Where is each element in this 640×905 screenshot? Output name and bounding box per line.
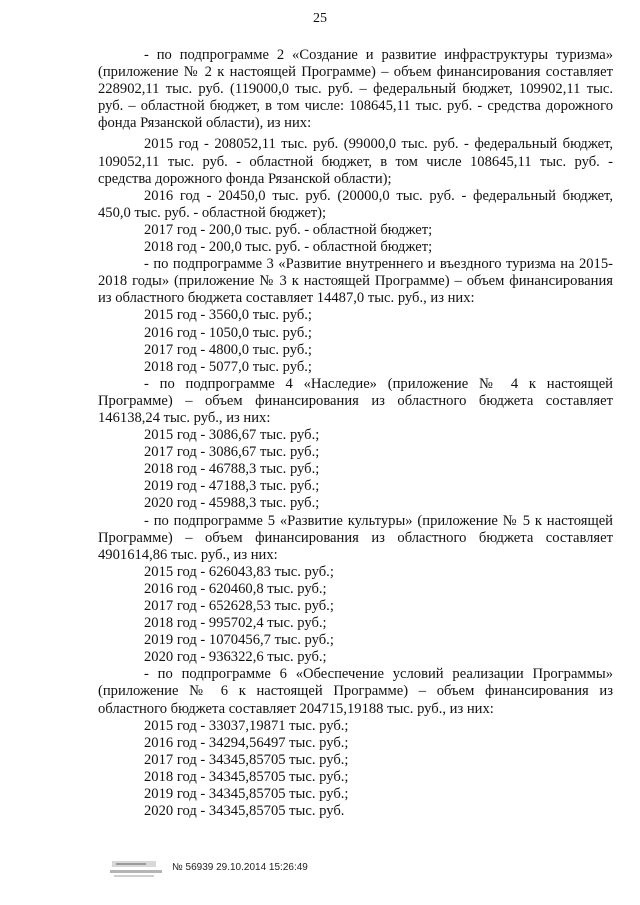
paragraph: 2018 год - 34345,85705 тыс. руб.; xyxy=(144,768,349,785)
paragraph: 2019 год - 1070456,7 тыс. руб.; xyxy=(144,632,334,649)
paragraph: 2020 год - 34345,85705 тыс. руб. xyxy=(144,803,345,820)
paragraph: 2015 год - 626043,83 тыс. руб.; xyxy=(144,563,334,580)
paragraph: 2016 год - 20450,0 тыс. руб. (20000,0 тыс. руб. - федеральный бюджет, 450,0 тыс. руб. - областной бюджет); xyxy=(98,187,613,221)
paragraph: 2015 год - 33037,19871 тыс. руб.; xyxy=(144,717,349,734)
paragraph: 2015 год - 208052,11 тыс. руб. (99000,0 тыс. руб. - федеральный бюджет, 109052,11 тыс. руб. - областной бюджет, в том числе 108645,11 тыс. руб. - средства дорожного фонда Рязанской области); xyxy=(98,136,613,187)
paragraph: 2017 год - 652628,53 тыс. руб.; xyxy=(144,598,334,614)
paragraph: - по подпрограмме 3 «Развитие внутреннего и въездного туризма на 2015-2018 годы» (приложение № 3 к настоящей Программе) – объем финансирования из областного бюджета составляет 14487,0 тыс. руб., из них: xyxy=(98,256,613,307)
paragraph: 2016 год - 34294,56497 тыс. руб.; xyxy=(144,734,349,751)
paragraph: 2015 год - 3086,67 тыс. руб.; xyxy=(144,427,320,444)
paragraph: 2019 год - 47188,3 тыс. руб.; xyxy=(144,478,320,495)
paragraph: 2016 год - 620460,8 тыс. руб.; xyxy=(144,580,327,597)
paragraph: 2018 год - 995702,4 тыс. руб.; xyxy=(144,615,327,632)
paragraph: 2017 год - 34345,85705 тыс. руб.; xyxy=(144,751,349,768)
paragraph: 2017 год - 4800,0 тыс. руб.; xyxy=(144,341,312,358)
document-footer xyxy=(108,858,428,884)
paragraph: - по подпрограмме 4 «Наследие» (приложение № 4 к настоящей Программе) – объем финансирования из областного бюджета составляет 146138,24 тыс. руб., из них: xyxy=(98,375,613,426)
paragraph: - по подпрограмме 6 «Обеспечение условий реализации Программы» (приложение № 6 к настоящей Программе) – объем финансирования из областного бюджета составляет 204715,19188 тыс. руб., из них: xyxy=(98,666,613,717)
registration-stamp-text: № 56939 29.10.2014 15:26:49 xyxy=(172,862,308,873)
document-registration-stamp-icon xyxy=(108,858,168,882)
paragraph: - по подпрограмме 2 «Создание и развитие инфраструктуры туризма» (приложение № 2 к настоящей Программе) – объем финансирования составляет 228902,11 тыс. руб. (119000,0 тыс. руб. – федеральный бюджет, 109902,11 тыс. руб. – областной бюджет, в том числе: 108645,11 тыс. руб. - средства дорожного фонда Рязанской области), из них: xyxy=(98,47,613,132)
paragraph: 2017 год - 200,0 тыс. руб. - областной бюджет; xyxy=(144,221,433,238)
paragraph: 2018 год - 200,0 тыс. руб. - областной бюджет; xyxy=(144,239,433,256)
paragraph: 2018 год - 5077,0 тыс. руб.; xyxy=(144,358,312,375)
paragraph: 2020 год - 936322,6 тыс. руб.; xyxy=(144,649,327,666)
paragraph: 2020 год - 45988,3 тыс. руб.; xyxy=(144,495,320,512)
document-body xyxy=(98,47,613,820)
paragraph: 2016 год - 1050,0 тыс. руб.; xyxy=(144,324,312,341)
paragraph: - по подпрограмме 5 «Развитие культуры» (приложение № 5 к настоящей Программе) – объем финансирования из областного бюджета составляет 4901614,86 тыс. руб., из них: xyxy=(98,512,613,563)
page-number: 25 xyxy=(313,11,327,26)
paragraph: 2018 год - 46788,3 тыс. руб.; xyxy=(144,461,320,478)
paragraph: 2015 год - 3560,0 тыс. руб.; xyxy=(144,307,312,324)
paragraph: 2017 год - 3086,67 тыс. руб.; xyxy=(144,444,320,461)
paragraph: 2019 год - 34345,85705 тыс. руб.; xyxy=(144,786,349,803)
